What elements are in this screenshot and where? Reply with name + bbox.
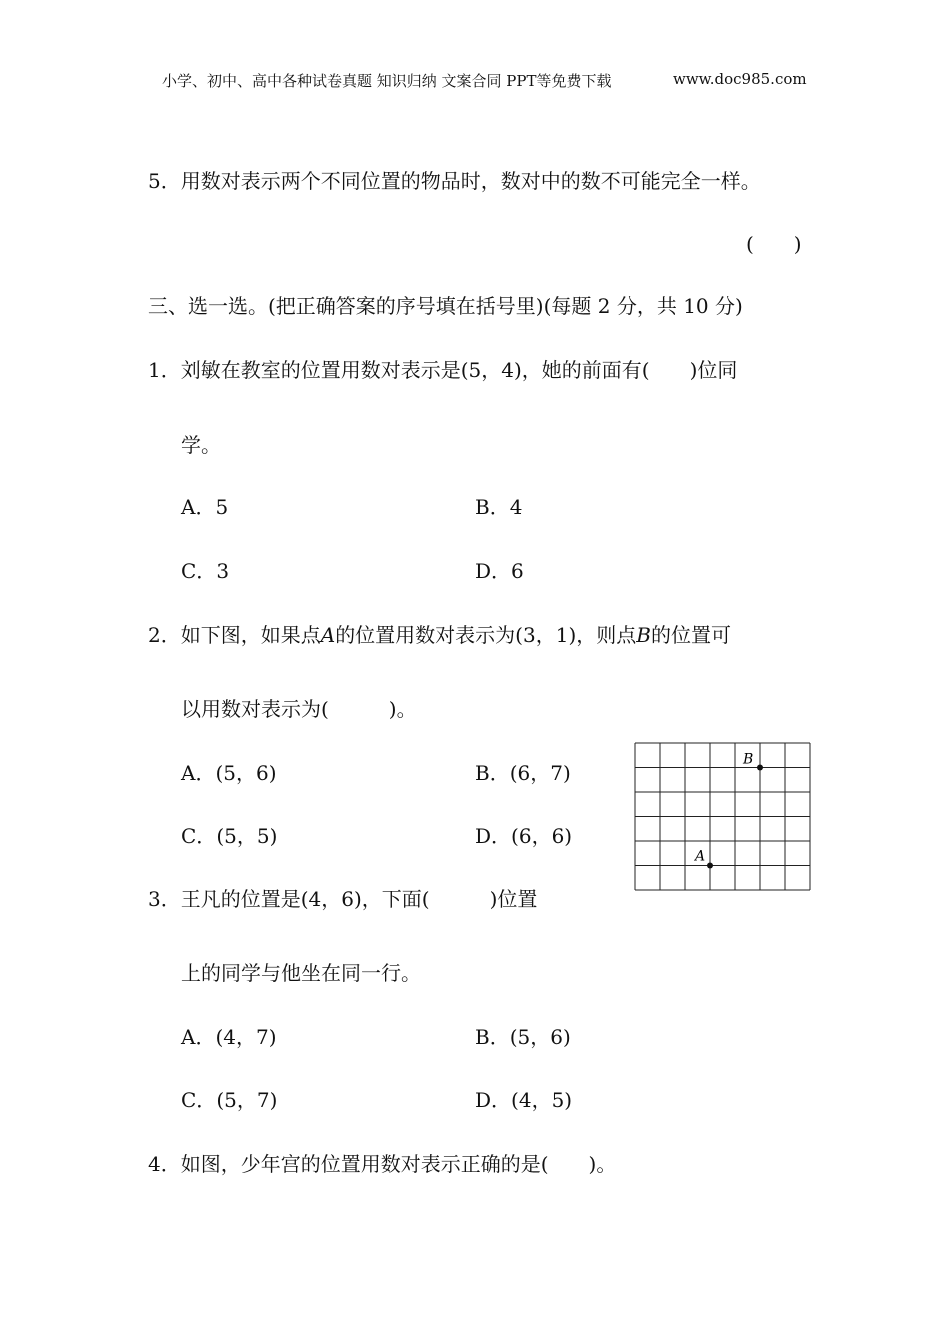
question-text: 王凡的位置是(4，6)，下面( )位置 bbox=[180, 887, 538, 911]
q2-option-b: B．(6，7) bbox=[475, 761, 571, 785]
grid-lines bbox=[635, 743, 810, 890]
q3-option-a: A．(4，7) bbox=[181, 1025, 277, 1049]
judge-item-text: 用数对表示两个不同位置的物品时，数对中的数不可能完全一样。 bbox=[180, 169, 761, 193]
question-3-line2: 上的同学与他坐在同一行。 bbox=[181, 961, 421, 985]
q3-option-d: D．(4，5) bbox=[475, 1088, 573, 1112]
q2-option-d: D．(6，6) bbox=[475, 824, 573, 848]
q2-option-c: C．(5，5) bbox=[181, 824, 278, 848]
section-title: 三、选一选。(把正确答案的序号填在括号里)(每题 2 分，共 10 分) bbox=[148, 294, 743, 318]
point-b-ref: B bbox=[636, 623, 651, 647]
question-text: 刘敏在教室的位置用数对表示是(5，4)，她的前面有( )位同 bbox=[180, 358, 738, 382]
question-2: 2．如下图，如果点A的位置用数对表示为(3，1)，则点B的位置可 bbox=[148, 623, 731, 647]
judge-item-5 bbox=[148, 165, 761, 194]
point-a-dot bbox=[707, 863, 713, 869]
coordinate-grid-figure bbox=[634, 742, 812, 892]
header-site-text: 小学、初中、高中各种试卷真题 知识归纳 文案合同 PPT等免费下载 bbox=[162, 72, 612, 90]
point-a-ref: A bbox=[320, 623, 336, 647]
question-3 bbox=[148, 883, 537, 912]
q1-option-d: D．6 bbox=[475, 559, 524, 583]
point-b-dot bbox=[757, 765, 763, 771]
point-b-label: B bbox=[743, 751, 754, 768]
q3-option-c: C．(5，7) bbox=[181, 1088, 278, 1112]
question-1 bbox=[148, 354, 737, 383]
q3-option-b: B．(5，6) bbox=[475, 1025, 571, 1049]
question-number: 1． bbox=[148, 358, 181, 382]
question-number: 2． bbox=[148, 623, 181, 647]
q2-option-a: A．(5，6) bbox=[181, 761, 277, 785]
judge-item-number: 5． bbox=[148, 169, 181, 193]
q1-option-c: C．3 bbox=[181, 559, 230, 583]
q1-option-b: B．4 bbox=[475, 495, 523, 519]
judge-answer-parens: ( ) bbox=[746, 232, 802, 256]
header-url: www.doc985.com bbox=[673, 70, 807, 88]
question-number: 4． bbox=[148, 1152, 181, 1176]
question-2-line2: 以用数对表示为( )。 bbox=[181, 697, 417, 721]
point-a-label: A bbox=[695, 848, 706, 865]
question-number: 3． bbox=[148, 887, 181, 911]
question-text: 如图，少年宫的位置用数对表示正确的是( )。 bbox=[180, 1152, 617, 1176]
question-1-line2: 学。 bbox=[181, 433, 221, 457]
question-4 bbox=[148, 1148, 616, 1177]
q1-option-a: A．5 bbox=[181, 495, 229, 519]
